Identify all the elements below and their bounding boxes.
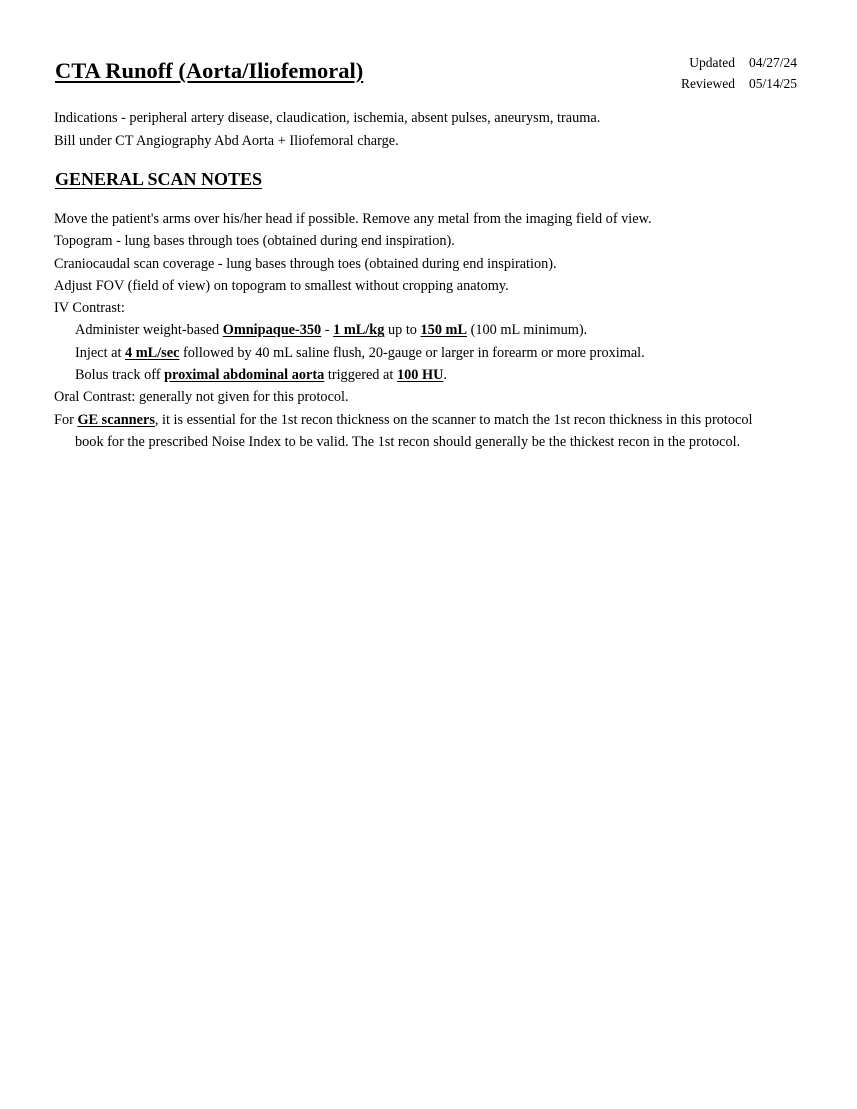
section-heading-general-scan-notes: GENERAL SCAN NOTES [55, 169, 263, 189]
note-bolus [54, 364, 784, 386]
revision-dates [681, 52, 797, 94]
reviewed-date: 05/14/25 [748, 76, 797, 91]
note-arms: Move the patient's arms over his/her head if possible. Remove any metal from the imaging field of view. [54, 211, 652, 227]
reviewed-label: Reviewed [681, 76, 735, 91]
reviewed-row [681, 73, 797, 94]
contrast-agent: Omnipaque-350 [222, 322, 322, 339]
ge-note-text: For [54, 411, 78, 428]
ge-note-text: , it is essential for the 1st recon thickness on the scanner to match the 1st recon thickness in this protocol book for the prescribed Noise Index to be valid. The 1st recon should generally be the thickest recon in the protocol. [75, 411, 753, 450]
bolus-threshold: 100 HU [396, 367, 444, 384]
bolus-text: Bolus track off [75, 367, 165, 384]
contrast-max-volume: 150 mL [420, 322, 467, 339]
iv-dose-text: up to [384, 322, 421, 339]
ge-scanners-term: GE scanners [77, 411, 155, 428]
indications-text: Indications - peripheral artery disease, claudication, ischemia, absent pulses, aneurysm, trauma. [54, 110, 601, 126]
contrast-dose: 1 mL/kg [333, 322, 385, 339]
updated-date: 04/27/24 [748, 55, 797, 70]
note-iv-contrast-label: IV Contrast: [54, 300, 125, 317]
note-ge-scanners [54, 409, 784, 454]
iv-rate-text: Inject at [75, 344, 126, 361]
iv-dose-text: Administer weight-based [75, 322, 223, 339]
general-scan-notes [54, 208, 784, 453]
bolus-text: . [443, 367, 447, 384]
bolus-location: proximal abdominal aorta [164, 367, 325, 384]
iv-rate-text: followed by 40 mL saline flush, 20-gauge or larger in forearm or more proximal. [179, 344, 645, 361]
note-fov: Adjust FOV (field of view) on topogram to smallest without cropping anatomy. [54, 277, 509, 294]
note-oral-contrast: Oral Contrast: generally not given for this protocol. [54, 389, 349, 406]
note-iv-dose [54, 319, 784, 341]
bolus-text: triggered at [324, 367, 397, 384]
intro-block [54, 107, 814, 152]
updated-row [681, 52, 797, 73]
updated-label: Updated [689, 55, 735, 70]
billing-text: Bill under CT Angiography Abd Aorta + Iliofemoral charge. [54, 132, 399, 149]
iv-dose-text: - [321, 322, 334, 339]
injection-rate: 4 mL/sec [125, 344, 180, 361]
note-iv-rate [54, 342, 784, 364]
iv-dose-text: (100 mL minimum). [467, 322, 588, 339]
note-topogram: Topogram - lung bases through toes (obtained during end inspiration). [54, 233, 455, 250]
page-title: CTA Runoff (Aorta/Iliofemoral) [55, 58, 364, 83]
note-coverage: Craniocaudal scan coverage - lung bases through toes (obtained during end inspiration). [54, 255, 557, 272]
